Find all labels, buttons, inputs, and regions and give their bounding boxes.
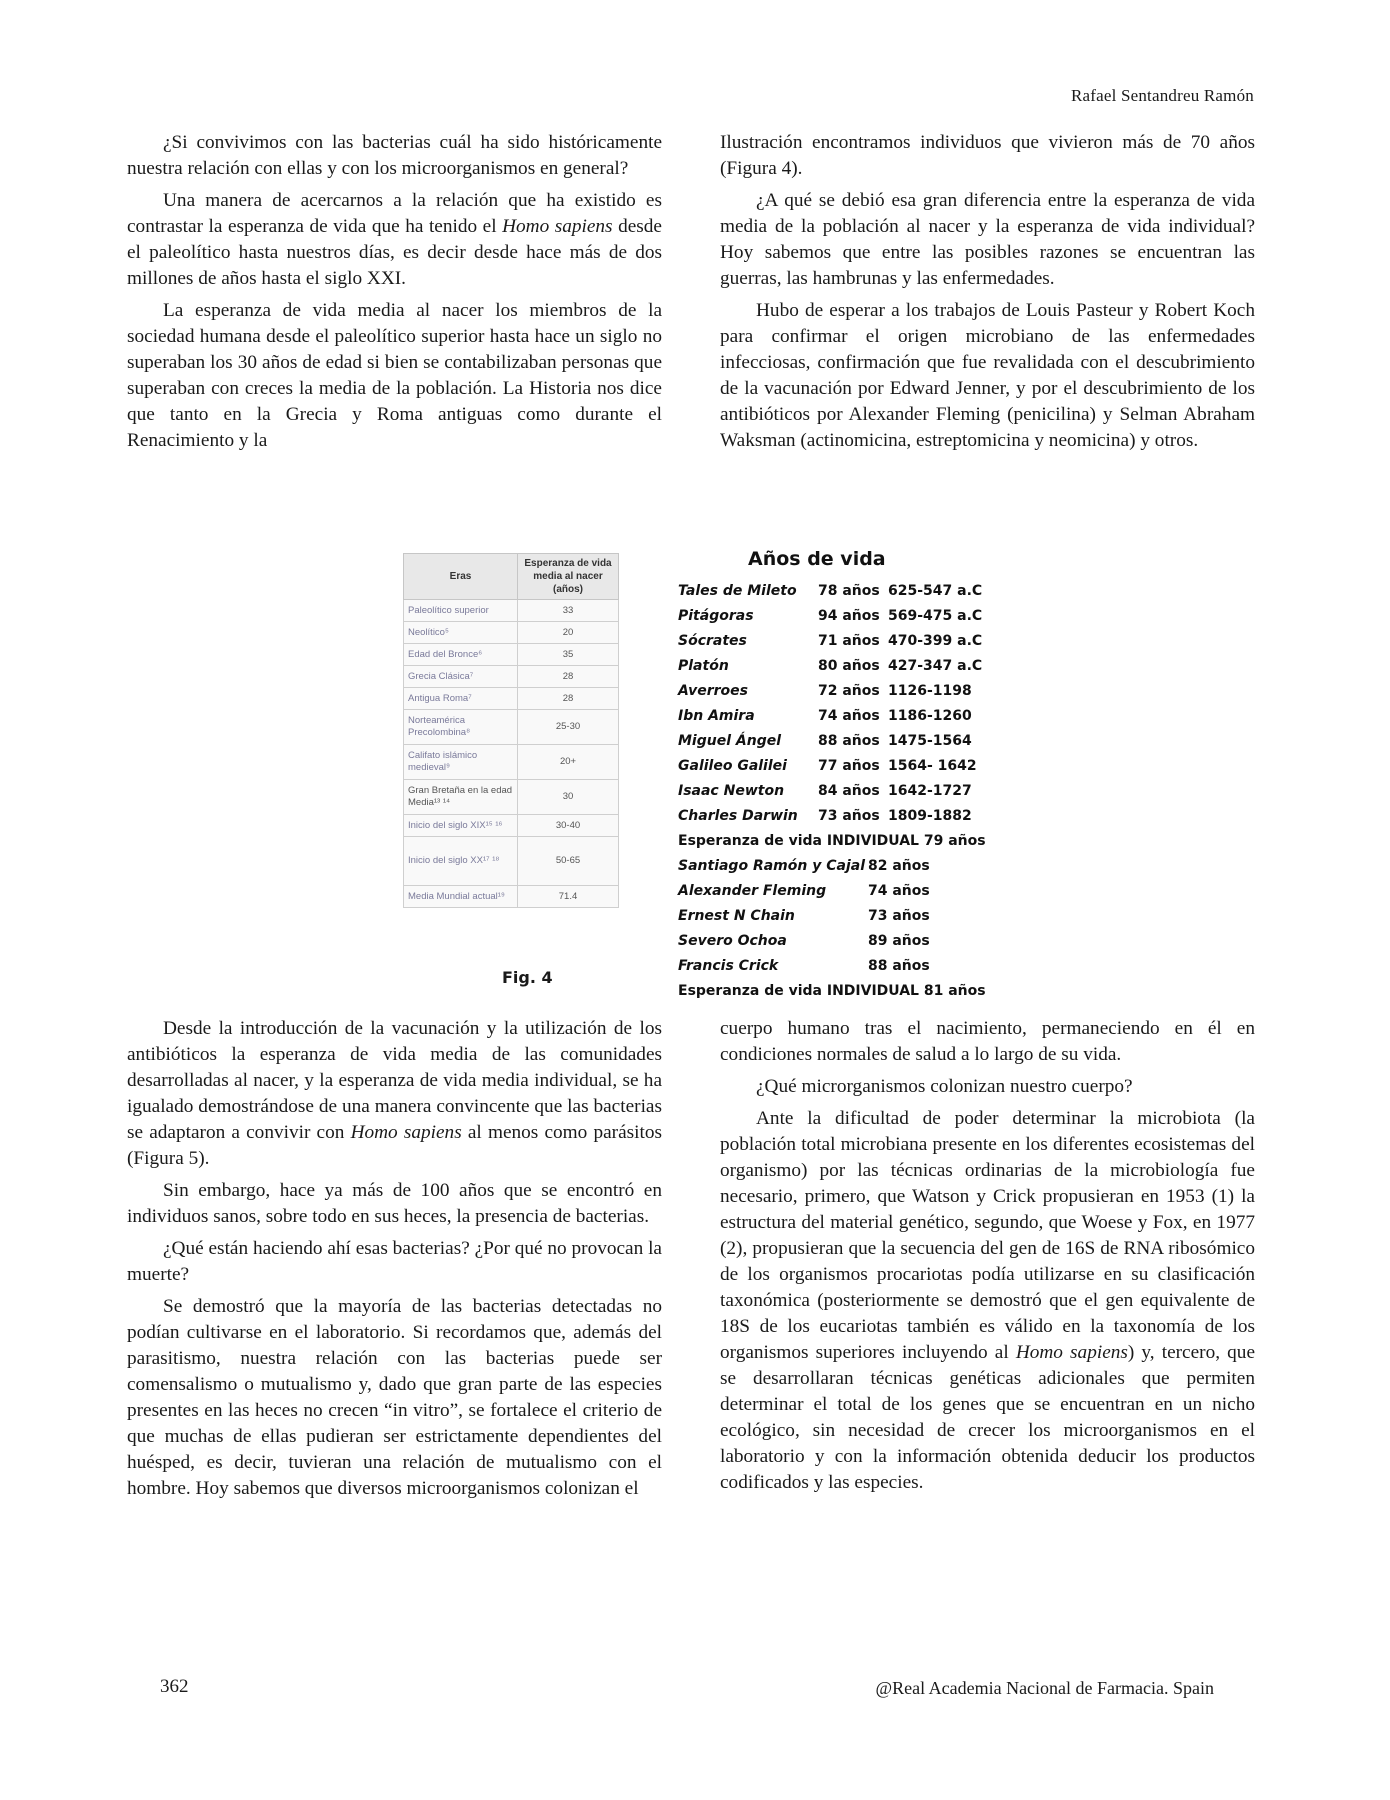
list-item: Tales de Mileto 78 años 625-547 a.C	[678, 583, 983, 599]
paragraph: ¿Si convivimos con las bacterias cuál ha sido históricamente nuestra relación con ellas y con los microorganismos en general?	[127, 132, 662, 179]
list-item: Alexander Fleming 74 años	[678, 883, 930, 899]
right-column-top	[720, 130, 1255, 460]
table-row: Inicio del siglo XIX¹⁵ ¹⁶ 30-40	[404, 815, 619, 837]
table-row: Paleolítico superior 33	[404, 600, 619, 622]
list-item: Severo Ochoa 89 años	[678, 933, 930, 949]
table-row: Gran Bretaña en la edad Media¹³ ¹⁴ 30	[404, 780, 619, 815]
years-list-title: Años de vida	[748, 548, 886, 570]
figure-caption: Fig. 4	[502, 968, 553, 987]
list-item: Miguel Ángel 88 años 1475-1564	[678, 733, 972, 749]
paragraph: cuerpo humano tras el nacimiento, permaneciendo en él en condiciones normales de salud a lo largo de su vida.	[720, 1018, 1255, 1065]
table-row: Media Mundial actual¹⁹ 71.4	[404, 886, 619, 908]
list-item: Francis Crick 88 años	[678, 958, 930, 974]
table-row: Norteamérica Precolombina⁸ 25-30	[404, 710, 619, 745]
paragraph: ¿Qué están haciendo ahí esas bacterias? ¿Por qué no provocan la muerte?	[127, 1238, 662, 1285]
table-row: Inicio del siglo XX¹⁷ ¹⁸ 50-65	[404, 837, 619, 886]
list-item: Sócrates 71 años 470-399 a.C	[678, 633, 983, 649]
paragraph: La esperanza de vida media al nacer los miembros de la sociedad humana desde el paleolítico superior hasta hace un siglo no superaban los 30 años de edad si bien se contabilizaban personas que superaban con creces la media de la población. La Historia nos dice que tanto en la Grecia y Roma antiguas como durante el Renacimiento y la	[127, 300, 662, 451]
list-item: Ibn Amira 74 años 1186-1260	[678, 708, 972, 724]
list-item: Galileo Galilei 77 años 1564- 1642	[678, 758, 977, 774]
list-item: Averroes 72 años 1126-1198	[678, 683, 972, 699]
paragraph: Ante la dificultad de poder determinar la microbiota (la población total microbiana presente en los diferentes ecosistemas del organismo) por las técnicas ordinarias de la microbiología fue necesario, primero, que Watson y Crick propusieran en 1953 (1) la estructura del material genético, segundo, que Woese y Fox, en 1977 (2), propusieran que la secuencia del gen de 16S de RNA ribosómico de los organismos procariotas podía utilizarse en su clasificación taxonómica (posteriormente se demostró que el gen equivalente de 18S de los eucariotas también es válido en la taxonomía de los organismos superiores incluyendo al Homo sapiens) y, tercero, que se desarrollaran técnicas genéticas adicionales que permiten determinar el total de los genes que se encuentran en un nicho ecológico, sin necesidad de crecer los microorganismos en el laboratorio y con la información obtenida deducir los productos codificados y las especies.	[720, 1108, 1256, 1493]
paragraph: Ilustración encontramos individuos que vivieron más de 70 años (Figura 4).	[720, 132, 1255, 179]
figure-life-expectancy-table	[403, 553, 619, 908]
list-item: Isaac Newton 84 años 1642-1727	[678, 783, 972, 799]
paragraph: Desde la introducción de la vacunación y la utilización de los antibióticos la esperanza de vida media de las comunidades desarrolladas al nacer, y la esperanza de vida media individual, se ha igualado demostrándose de una manera convincente que las bacterias se adaptaron a convivir con Homo sapiens al menos como parásitos (Figura 5).	[127, 1018, 662, 1169]
table-row: Edad del Bronce⁶ 35	[404, 644, 619, 666]
right-column-bottom	[720, 1016, 1255, 1502]
paragraph: Hubo de esperar a los trabajos de Louis Pasteur y Robert Koch para confirmar el origen microbiano de las enfermedades infecciosas, confirmación que fue revalidada con el descubrimiento de la vacunación por Edward Jenner, y por el descubrimiento de los antibióticos por Alexander Fleming (penicilina) y Selman Abraham Waksman (actinomicina, estreptomicina y neomicina) y otros.	[720, 300, 1255, 451]
paragraph: Una manera de acercarnos a la relación que ha existido es contrastar la esperanza de vida que ha tenido el Homo sapiens desde el paleolítico hasta nuestros días, es decir desde hace más de dos millones de años hasta el siglo XXI.	[127, 190, 662, 289]
list-summary: Esperanza de vida INDIVIDUAL 81 años	[678, 983, 986, 999]
table-row: Califato islámico medieval⁹ 20+	[404, 745, 619, 780]
left-column-top	[127, 130, 662, 460]
paragraph: Sin embargo, hace ya más de 100 años que se encontró en individuos sanos, sobre todo en sus heces, la presencia de bacterias.	[127, 1180, 662, 1227]
table-row: Grecia Clásica⁷ 28	[404, 666, 619, 688]
years-of-life-list	[678, 545, 1013, 1004]
table-row: Antigua Roma⁷ 28	[404, 688, 619, 710]
list-item: Platón 80 años 427-347 a.C	[678, 658, 983, 674]
list-item: Ernest N Chain 73 años	[678, 908, 930, 924]
running-head-author: Rafael Sentandreu Ramón	[1070, 86, 1254, 105]
table-header-eras: Eras	[404, 554, 518, 600]
table-header-expectancy: Esperanza de vida media al nacer (años)	[518, 554, 619, 600]
page-number: 362	[160, 1676, 189, 1697]
paragraph: ¿A qué se debió esa gran diferencia entre la esperanza de vida media de la población al nacer y la esperanza de vida individual? Hoy sabemos que entre las posibles razones se encuentran las guerras, las hambrunas y las enfermedades.	[720, 190, 1255, 289]
list-item: Charles Darwin 73 años 1809-1882	[678, 808, 972, 824]
eras-table	[403, 553, 619, 908]
list-item: Pitágoras 94 años 569-475 a.C	[678, 608, 983, 624]
paragraph: Se demostró que la mayoría de las bacterias detectadas no podían cultivarse en el laboratorio. Si recordamos que, además del parasitismo, nuestra relación con las bacterias puede ser comensalismo o mutualismo y, dado que gran parte de las especies presentes en las heces no crecen “in vitro”, se fortalece el criterio de que muchas de ellas pudieran ser estrictamente dependientes del huésped, es decir, tuvieran una relación de mutualismo con el hombre. Hoy sabemos que diversos microorganismos colonizan el	[127, 1296, 662, 1499]
publisher-footer: @Real Academia Nacional de Farmacia. Spain	[875, 1678, 1214, 1698]
list-item: Santiago Ramón y Cajal 82 años	[678, 858, 930, 874]
list-summary: Esperanza de vida INDIVIDUAL 79 años	[678, 833, 986, 849]
table-row: Neolítico⁵ 20	[404, 622, 619, 644]
paragraph: ¿Qué microrganismos colonizan nuestro cuerpo?	[756, 1076, 1133, 1097]
left-column-bottom	[127, 1016, 662, 1508]
